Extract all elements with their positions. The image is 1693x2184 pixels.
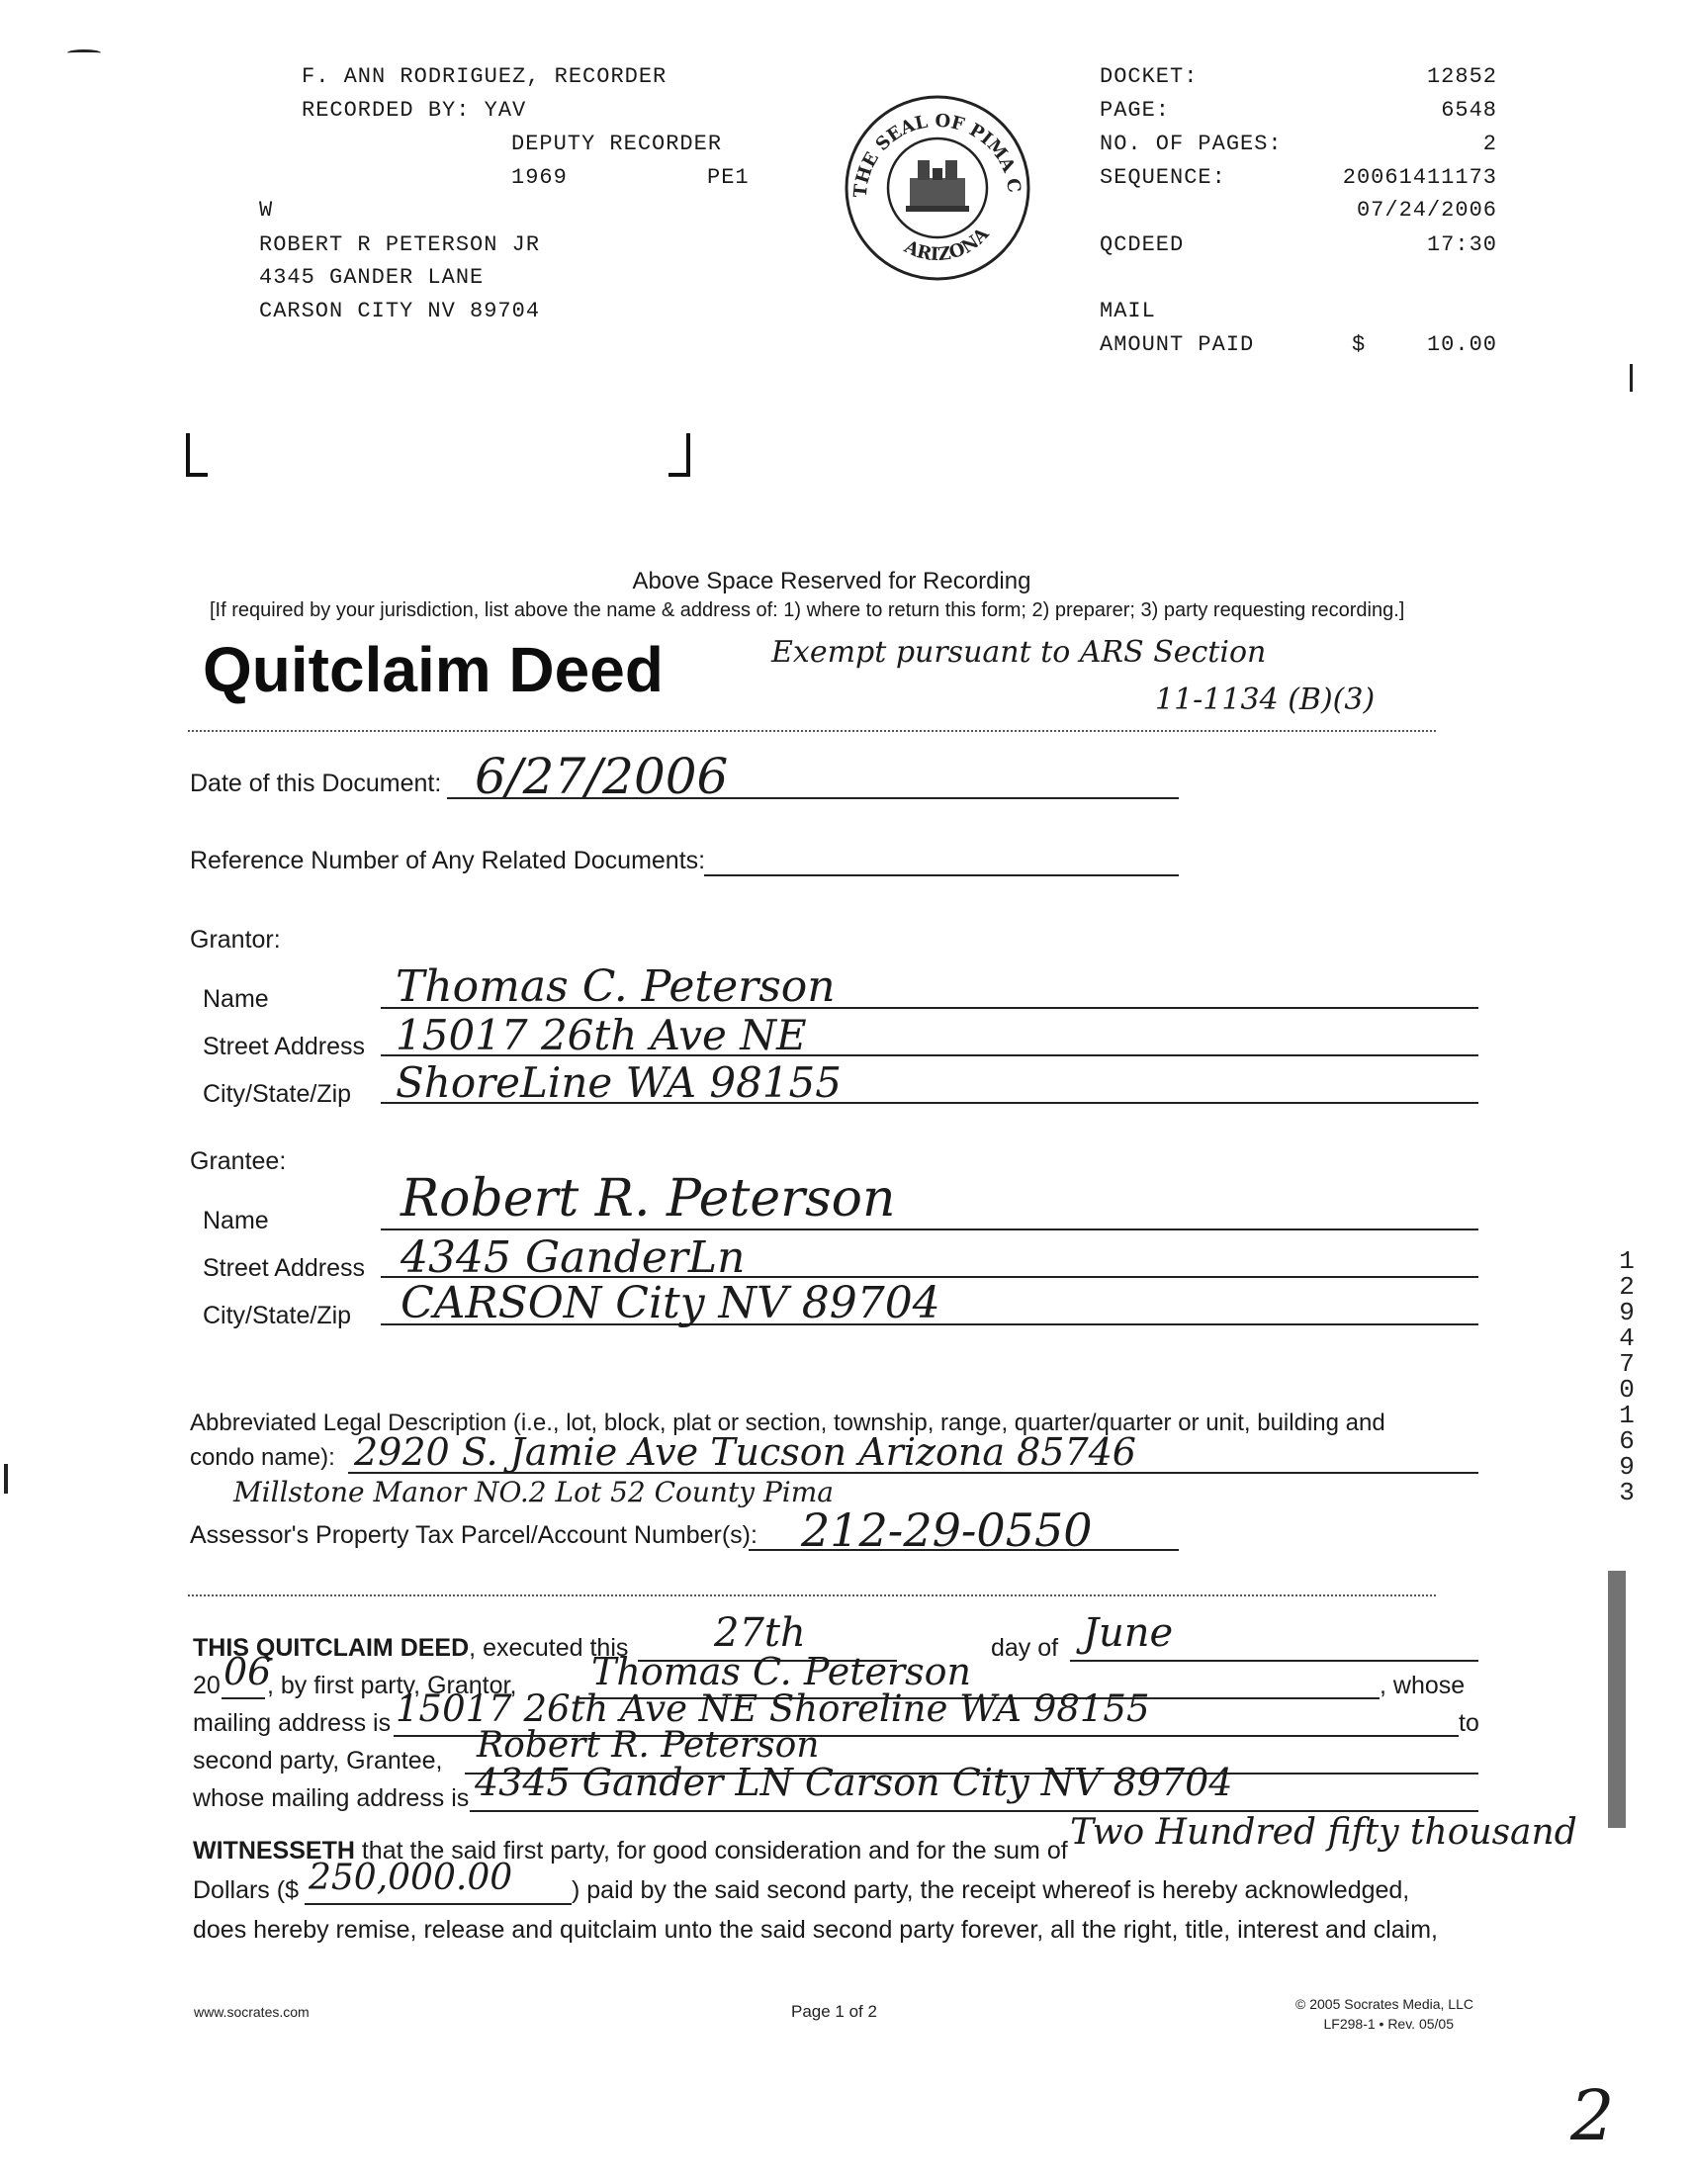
exempt-note-line2: 11-1134 (B)(3)	[1155, 682, 1376, 717]
svg-text:ARIZONA	[900, 224, 994, 266]
seal-icon	[839, 89, 1036, 287]
grantee-city-label: City/State/Zip	[203, 1302, 352, 1329]
month-value[interactable]: June	[1083, 1610, 1174, 1656]
margin-stamp-smudge	[1604, 1571, 1630, 1838]
footer-page-number: Page 1 of 2	[791, 2002, 877, 2021]
grantor-street-value[interactable]: 15017 26th Ave NE	[396, 1011, 807, 1059]
pages-value: 2	[1482, 132, 1497, 156]
recorder-code-1: 1969	[511, 165, 568, 190]
dollars-text: ) paid by the said second party, the receipt whereof is hereby acknowledged,	[572, 1876, 1410, 1904]
grantee-name-label: Name	[203, 1207, 269, 1234]
margin-stamp-digits: 1294701693	[1619, 1246, 1635, 1507]
grantee-name-value[interactable]: Robert R. Peterson	[401, 1169, 896, 1228]
to-label: to	[1459, 1709, 1479, 1737]
sum-words-value[interactable]: Two Hundred fifty thousand	[1070, 1812, 1577, 1853]
page-title: Quitclaim Deed	[203, 634, 664, 705]
scan-mark-top-left	[67, 49, 101, 56]
sequence-label: SEQUENCE:	[1100, 165, 1226, 190]
mailing-address-label: mailing address is	[193, 1709, 392, 1737]
grantee-intro: second party, Grantee,	[193, 1747, 443, 1774]
legal-description-label-2: condo name):	[190, 1444, 335, 1471]
window-corner-left	[186, 433, 208, 477]
return-street: 4345 GANDER LANE	[259, 265, 485, 290]
seal-top-text: THE SEAL OF PIMA C	[849, 110, 1025, 199]
reference-line	[704, 874, 1179, 876]
grantee-street-value[interactable]: 4345 GanderLn	[401, 1232, 746, 1283]
parcel-value[interactable]: 212-29-0550	[801, 1503, 1093, 1557]
sequence-value: 20061411173	[1342, 165, 1497, 190]
grantor-name-value[interactable]: Thomas C. Peterson	[396, 961, 836, 1012]
recording-time: 17:30	[1426, 232, 1497, 257]
month-line	[1070, 1660, 1478, 1662]
page-label: PAGE:	[1100, 98, 1171, 123]
scan-mark-left-edge	[4, 1464, 8, 1494]
grantor-name-label: Name	[203, 985, 269, 1013]
grantor-city-label: City/State/Zip	[203, 1080, 352, 1108]
amount-value: 10.00	[1426, 332, 1497, 357]
grantee-heading: Grantee:	[190, 1147, 287, 1175]
recorded-by: RECORDED BY: YAV	[302, 98, 527, 123]
witnesseth-lead: WITNESSETH	[193, 1837, 355, 1865]
legal-description-value-1[interactable]: 2920 S. Jamie Ave Tucson Arizona 85746	[354, 1430, 1136, 1474]
grantor-street-label: Street Address	[203, 1033, 365, 1060]
return-city: CARSON CITY NV 89704	[259, 299, 541, 323]
return-name: ROBERT R PETERSON JR	[259, 232, 541, 257]
deputy-recorder: DEPUTY RECORDER	[511, 132, 723, 156]
header-divider	[188, 730, 1436, 732]
grantee-mailing-label: whose mailing address is	[193, 1784, 470, 1812]
document-type: QCDEED	[1100, 232, 1185, 257]
day-value[interactable]: 27th	[714, 1610, 806, 1656]
date-value[interactable]: 6/27/2006	[475, 748, 729, 805]
grantor-heading: Grantor:	[190, 926, 281, 954]
docket-value: 12852	[1426, 64, 1497, 89]
sum-value[interactable]: 250,000.00	[309, 1858, 513, 1898]
recording-instructions: [If required by your jurisdiction, list above the name & address of: 1) where to return this form; 2) preparer; 3) party requesting recording.]	[210, 599, 1405, 621]
witnesseth-text: that the said first party, for good consideration and for the sum of	[361, 1837, 1068, 1865]
deed-executed-text: , executed this	[469, 1634, 629, 1662]
reference-label: Reference Number of Any Related Documents:	[190, 847, 706, 874]
deed-grantor-name[interactable]: Thomas C. Peterson	[591, 1650, 971, 1693]
grantor-intro: , by first party, Grantor,	[267, 1672, 517, 1699]
mail-label: MAIL	[1100, 299, 1156, 323]
deed-grantee-address[interactable]: 4345 Gander LN Carson City NV 89704	[475, 1761, 1233, 1804]
date-label: Date of this Document:	[190, 770, 442, 797]
amount-label: AMOUNT PAID	[1100, 332, 1255, 357]
docket-label: DOCKET:	[1100, 64, 1199, 89]
amount-currency: $	[1352, 332, 1367, 357]
recording-date: 07/24/2006	[1356, 198, 1497, 223]
parcel-label: Assessor's Property Tax Parcel/Account Number(s):	[190, 1521, 757, 1549]
seal-bottom-text: ARIZONA	[901, 224, 994, 266]
year-value[interactable]: 06	[223, 1650, 272, 1693]
recorder-code-2: PE1	[707, 165, 750, 190]
pages-label: NO. OF PAGES:	[1100, 132, 1283, 156]
reserved-space-label: Above Space Reserved for Recording	[632, 568, 1031, 594]
grantee-city-value[interactable]: CARSON City NV 89704	[401, 1278, 940, 1328]
deed-grantor-address[interactable]: 15017 26th Ave NE Shoreline WA 98155	[396, 1687, 1150, 1730]
smudge-icon	[1604, 1571, 1630, 1838]
whose-label: , whose	[1380, 1672, 1466, 1699]
pima-county-seal	[839, 89, 1036, 287]
scan-mark-right	[1630, 364, 1633, 392]
recorder-name: F. ANN RODRIGUEZ, RECORDER	[302, 64, 668, 89]
page-value: 6548	[1441, 98, 1497, 123]
grantee-street-label: Street Address	[203, 1254, 365, 1282]
footer-website: www.socrates.com	[194, 2004, 310, 2020]
grantor-city-value[interactable]: ShoreLine WA 98155	[396, 1058, 842, 1107]
w-mark: W	[259, 198, 274, 223]
handwritten-page-number: 2	[1570, 2075, 1615, 2156]
body-divider	[188, 1594, 1436, 1596]
day-of-label: day of	[991, 1634, 1059, 1662]
grantee-name-line	[381, 1228, 1478, 1230]
legal-description-value-2[interactable]: Millstone Manor NO.2 Lot 52 County Pima	[233, 1476, 834, 1508]
footer-form-code: LF298-1 • Rev. 05/05	[1323, 2016, 1454, 2032]
deed-lead: THIS QUITCLAIM DEED	[193, 1634, 470, 1662]
window-corner-right	[668, 433, 690, 477]
exempt-note-line1: Exempt pursuant to ARS Section	[771, 635, 1267, 670]
deed-grantee-name[interactable]: Robert R. Peterson	[477, 1725, 820, 1766]
footer-copyright: © 2005 Socrates Media, LLC	[1295, 1996, 1473, 2012]
sum-line	[305, 1903, 572, 1905]
year-prefix: 20	[193, 1672, 221, 1699]
quitclaim-text: does hereby remise, release and quitclaim unto the said second party forever, all the right, title, interest and claim,	[193, 1916, 1438, 1944]
year-line	[222, 1697, 265, 1699]
legal-description-label-1: Abbreviated Legal Description (i.e., lot, block, plat or section, township, range, quarter/quarter or unit, building and	[190, 1410, 1385, 1436]
dollars-prefix: Dollars ($	[193, 1876, 299, 1904]
